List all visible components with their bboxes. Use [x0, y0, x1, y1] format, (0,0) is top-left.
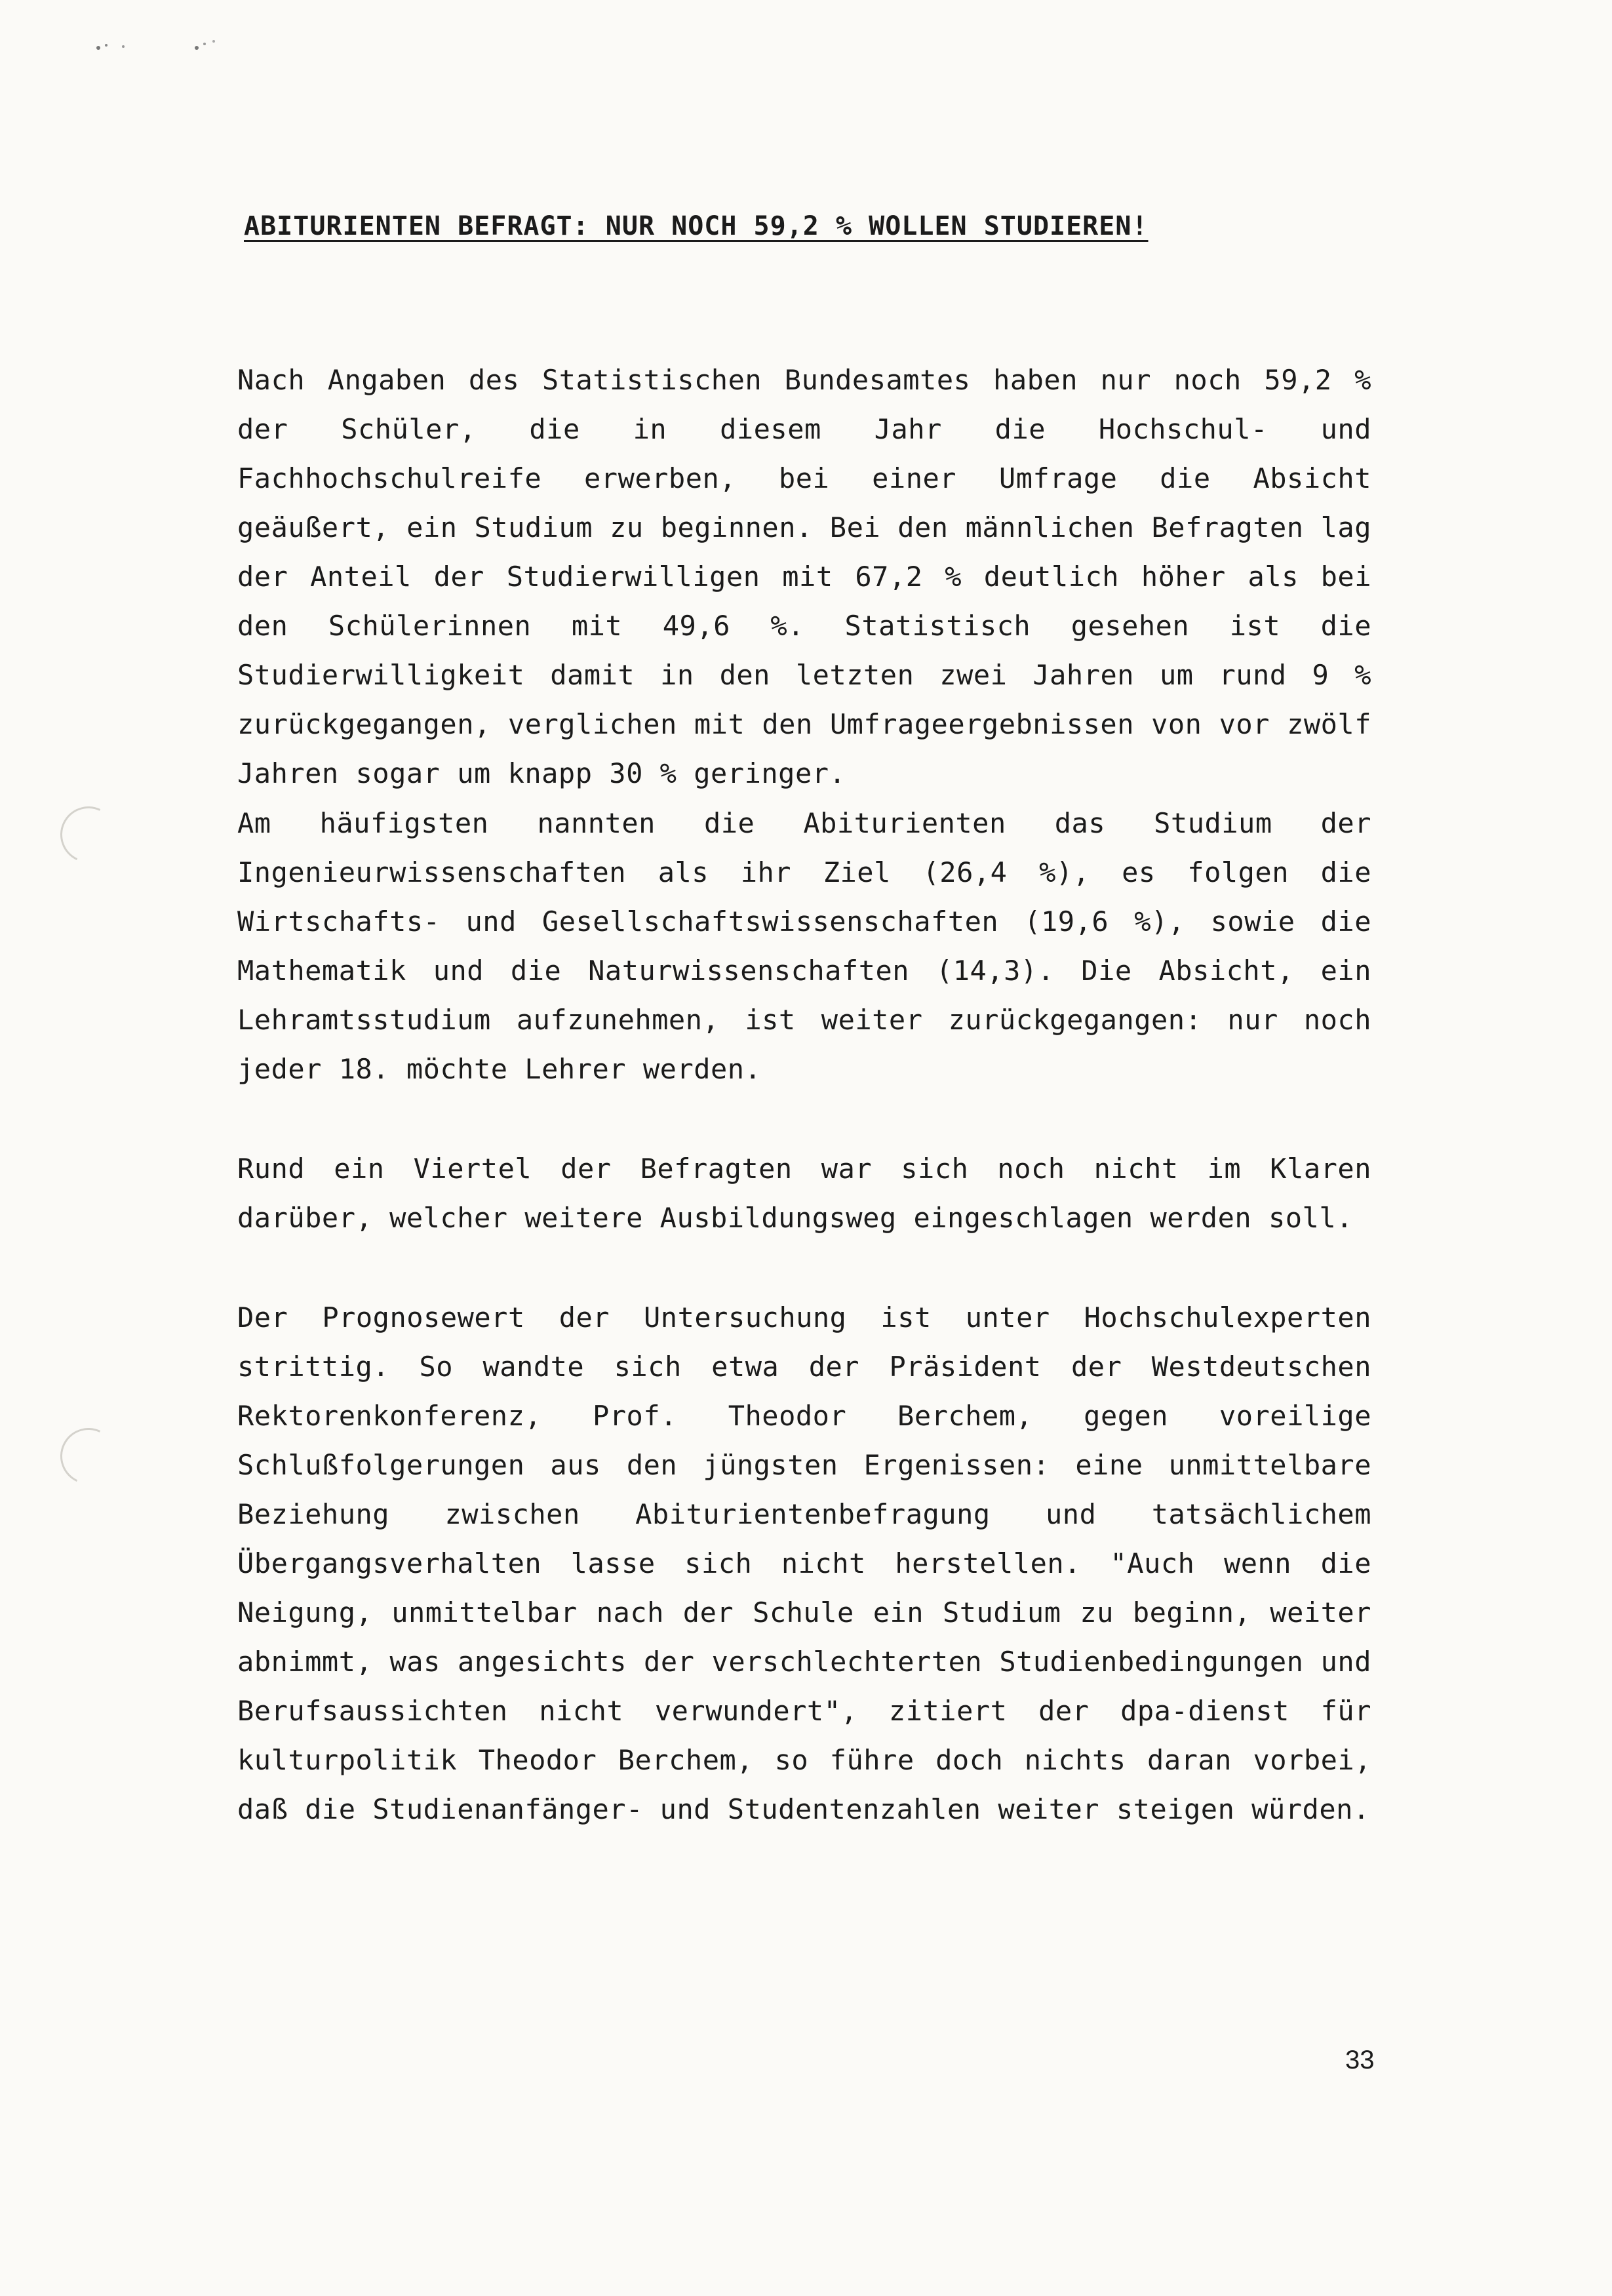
punch-hole-bottom	[52, 1420, 125, 1492]
paragraph-fields-of-study: Am häufigsten nannten die Abiturienten das Studium der Ingenieurwissenschaften als ihr Ziel (26,4 %), es folgen die Wirtschafts- und Gesellschaftswissenschaften (19,6 %), sowie die Mathematik und die Naturwissenschaften (14,3). Die Absicht, ein Lehramtsstudium aufzunehmen, ist weiter zurückgegangen: nur noch jeder 18. möchte Lehrer werden.	[237, 807, 1371, 1085]
punch-hole-top	[52, 799, 125, 871]
paragraph-expert-opinion: Der Prognosewert der Untersuchung ist unter Hochschulexperten strittig. So wandte sich etwa der Präsident der Westdeutschen Rektorenkonferenz, Prof. Theodor Berchem, gegen voreilige Schlußfolgerungen aus den jüngsten Ergenissen: eine unmittelbare Beziehung zwischen Abiturientenbefragung und tatsächlichem Übergangsverhalten lasse sich nicht herstellen. "Auch wenn die Neigung, unmittelbar nach der Schule ein Studium zu beginn, weiter abnimmt, was angesichts der verschlechterten Studienbedingungen und Berufsaussichten nicht verwundert", zitiert der dpa-dienst für kulturpolitik Theodor Berchem, so führe doch nichts daran vorbei, daß die Studienanfänger- und Studentenzahlen weiter steigen würden.	[237, 1301, 1371, 1825]
paragraph-undecided: Rund ein Viertel der Befragten war sich noch nicht im Klaren darüber, welcher weitere Ausbildungsweg eingeschlagen werden soll.	[237, 1153, 1371, 1234]
scan-specks	[92, 36, 243, 62]
paragraph-survey-results: Nach Angaben des Statistischen Bundesamtes haben nur noch 59,2 % der Schüler, die in diesem Jahr die Hochschul- und Fachhochschulreife erwerben, bei einer Umfrage die Absicht geäußert, ein Studium zu beginnen. Bei den männlichen Befragten lag der Anteil der Studierwilligen mit 67,2 % deutlich höher als bei den Schülerinnen mit 49,6 %. Statistisch gesehen ist die Studierwilligkeit damit in den letzten zwei Jahren um rund 9 % zurückgegangen, verglichen mit den Umfrageergebnissen von vor zwölf Jahren sogar um knapp 30 % geringer.	[237, 364, 1371, 789]
article-title: ABITURIENTEN BEFRAGT: NUR NOCH 59,2 % WOLLEN STUDIEREN!	[244, 211, 1149, 241]
page-number: 33	[1345, 2046, 1375, 2074]
